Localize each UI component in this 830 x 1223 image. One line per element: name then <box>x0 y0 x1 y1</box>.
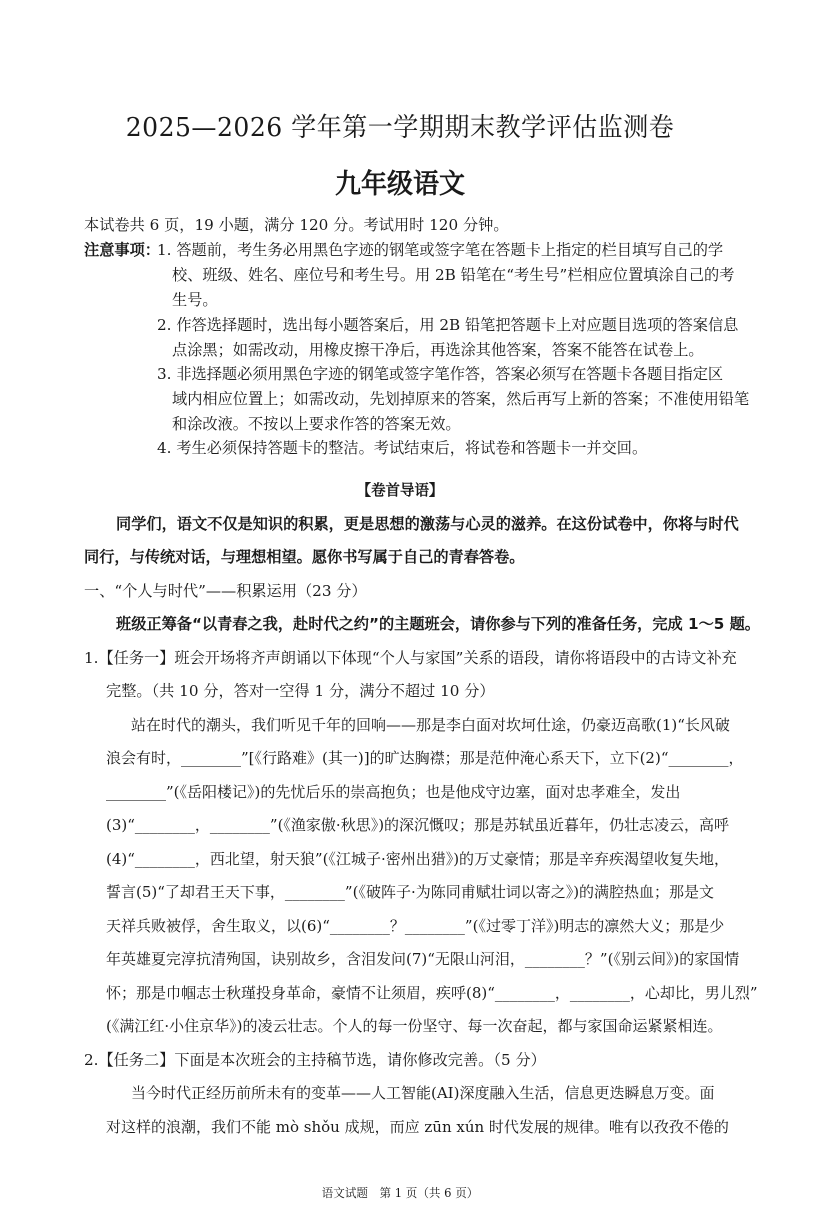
question-1-line: 1.【任务一】班会开场将齐声朗诵以下体现“个人与家国”关系的语段，请你将语段中的古诗文补充 <box>84 649 737 667</box>
passage-line: 站在时代的潮头，我们听见千年的回响——那是李白面对坎坷仕途，仍豪迈高歌(1)“长风破 <box>131 716 730 734</box>
passage-line: (4)“________，西北望，射天狼”(《江城子·密州出猎》)的万丈豪情；那是辛弃疾渴望收复失地， <box>106 850 730 868</box>
note-line: 域内相应位置上；如需改动，先划掉原来的答案，然后再写上新的答案；不准使用铅笔 <box>172 390 750 408</box>
passage-line: 浪会有时，________”[《行路难》(其一)]的旷达胸襟；那是范仲淹心系天下，立下(2)“________， <box>106 749 744 767</box>
passage-line: 天祥兵败被俘，舍生取义，以(6)“________？________”(《过零丁洋》)明志的凛然大义；那是少 <box>106 917 725 935</box>
notes-label: 注意事项： <box>84 241 160 259</box>
passage-line: (《满江红·小住京华》)的凌云壮志。个人的每一份坚守、每一次奋起，都与家国命运紧紧相连。 <box>106 1017 723 1035</box>
note-line: 和涂改液。不按以上要求作答的答案无效。 <box>172 415 461 433</box>
note-line: 校、班级、姓名、座位号和考生号。用 2B 铅笔在“考生号”栏相应位置填涂自己的考 <box>172 266 735 284</box>
section-intro: 班级正筹备“以青春之我，赴时代之约”的主题班会，请你参与下列的准备任务，完成 1～5 题。 <box>116 615 760 633</box>
question-1-line: 完整。（共 10 分，答对一空得 1 分，满分不超过 10 分） <box>106 682 495 700</box>
note-line: 2. 作答选择题时，选出每小题答案后，用 2B 铅笔把答题卡上对应题目选项的答案信息 <box>157 316 739 334</box>
guide-line: 同学们，语文不仅是知识的积累，更是思想的激荡与心灵的滋养。在这份试卷中，你将与时代 <box>116 515 739 533</box>
note-line: 生号。 <box>172 291 218 309</box>
exam-info: 本试卷共 6 页，19 小题，满分 120 分。考试用时 120 分钟。 <box>84 216 509 234</box>
passage-line: 对这样的浪潮，我们不能 mò shǒu 成规，而应 zūn xún 时代发展的规律。唯有以孜孜不倦的 <box>106 1118 729 1136</box>
exam-title: 2025—2026 学年第一学期期末教学评估监测卷 <box>125 113 675 143</box>
passage-line: 年英雄夏完淳抗清殉国，诀别故乡，含泪发问(7)“无限山河泪，________？”(《别云间》)的家国情 <box>106 950 740 968</box>
passage-line: (3)“________，________”(《渔家傲·秋思》)的深沉慨叹；那是苏轼虽近暮年，仍壮志凌云，高呼 <box>106 816 730 834</box>
guide-title: 【卷首导语】 <box>356 481 444 499</box>
subject-title: 九年级语文 <box>334 169 466 200</box>
passage-line: 怀；那是巾帼志士秋瑾投身革命，豪情不让须眉，疾呼(8)“________，________，心却比，男儿烈” <box>106 984 758 1002</box>
passage-line: 誓言(5)“了却君王天下事，________”(《破阵子·为陈同甫赋壮词以寄之》)的满腔热血；那是文 <box>106 883 715 901</box>
note-line: 4. 考生必须保持答题卡的整洁。考试结束后，将试卷和答题卡一并交回。 <box>157 439 648 457</box>
passage-line: 当今时代正经历前所未有的变革——人工智能(AI)深度融入生活，信息更迭瞬息万变。面 <box>131 1084 715 1102</box>
passage-line: ________”(《岳阳楼记》)的先忧后乐的崇高抱负；也是他戍守边塞，面对忠孝难全，发出 <box>106 783 681 801</box>
guide-line: 同行，与传统对话，与理想相望。愿你书写属于自己的青春答卷。 <box>84 548 525 566</box>
note-line: 3. 非选择题必须用黑色字迹的钢笔或签字笔作答，答案必须写在答题卡各题目指定区 <box>157 365 724 383</box>
note-line: 点涂黑；如需改动，用橡皮擦干净后，再选涂其他答案，答案不能答在试卷上。 <box>172 341 704 359</box>
section-heading: 一、“个人与时代”——积累运用（23 分） <box>84 582 367 600</box>
page-footer: 语文试题 第 1 页（共 6 页） <box>321 1186 479 1200</box>
question-2-line: 2.【任务二】下面是本次班会的主持稿节选，请你修改完善。（5 分） <box>84 1051 546 1069</box>
note-line: 1. 答题前，考生务必用黑色字迹的钢笔或签字笔在答题卡上指定的栏目填写自己的学 <box>157 241 724 259</box>
